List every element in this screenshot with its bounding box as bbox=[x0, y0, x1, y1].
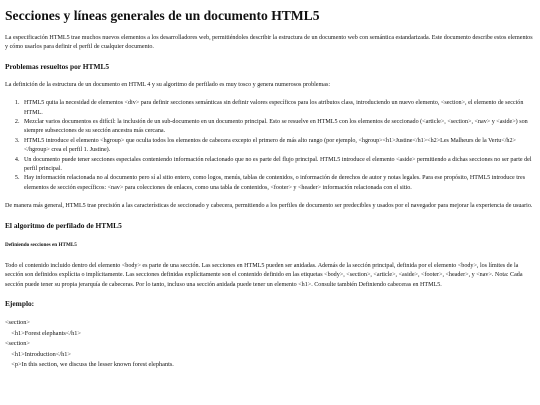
problems-outro: De manera más general, HTML5 trae precisión a las características de seccionado y cabecera, permitiendo a los perfiles de documento ser predecibles y usados por el navegador para mejorar la experiencia de usuario. bbox=[5, 203, 533, 210]
code-line: <section> bbox=[5, 318, 30, 326]
problems-list-item: 1. HTML5 quita la necesidad de elementos <div> para definir secciones semánticas sin definir valores específicos para los atributos class, introduciendo un nuevo elemento, <section>, el elemento de sección HTML. bbox=[21, 99, 534, 118]
problems-list-item: 2. Mezclar varios documentos es difícil: la inclusión de un sub-documento en un documento principal. Esto se resuelve en HTML5 con los elementos de seccionado (<article>, <section>, <nav> y <aside>) son siempre subsecciones de su sección ancestra más cercana. bbox=[21, 118, 534, 137]
code-line: <h1>Forest elephants</h1> bbox=[5, 329, 81, 337]
problems-heading: Problemas resueltos por HTML5 bbox=[5, 61, 110, 71]
code-line: <h1>Introduction</h1> bbox=[5, 350, 71, 358]
code-line: <p>In this section, we discuss the lesser known forest elephants. bbox=[5, 361, 174, 369]
algorithm-heading: El algoritmo de perfilado de HTML5 bbox=[5, 220, 122, 230]
problems-list bbox=[5, 99, 534, 193]
problems-list-item: 3. HTML5 introduce el elemento <hgroup> que oculta todos los elementos de cabecera excepto el primero de más alto rango (por ejemplo, <hgroup><h1>Justine</h1><h2>Les Malheurs de la Vertu</h2></hgroup> crea el perfil 1. Justine). bbox=[21, 137, 534, 156]
defining-sections-text: Todo el contenido incluido dentro del elemento <body> es parte de una sección. Las secciones en HTML5 pueden ser anidadas. Además de la sección principal, definida por el elemento <body>, los límites de la sección son definidos explícita o implícitamente. Las secciones definidas explícitamente son el contenido definido en las etiquetas <body>, <section>, <article>, <aside>, <footer>, <header>, y <nav>. Nota: Cada sección puede tener su propia jerarquía de cabeceras. Por lo tanto, incluso una sección anidada puede tener un elemento <h1>. Consulte también Definiendo cabeceras en HTML5. bbox=[5, 262, 523, 288]
problems-list-item: 5. Hay información relacionada no al documento pero sí al sitio entero, como logos, menús, tablas de contenidos, o información de derechos de autor y notas legales. Para ese propósito, HTML5 introduce tres elementos de sección específicos: <nav> para colecciones de enlaces, como una tabla de contenidos, <footer> y <header> información relacionada con el sitio. bbox=[21, 174, 534, 193]
intro-paragraph: La especificación HTML5 trae muchos nuevos elementos a los desarrolladores web, permitiéndoles describir la estructura de un documento web con semántica estandarizada. Este documento describe estos elementos y cómo usarlos para definir el perfil de cualquier documento. bbox=[5, 35, 533, 51]
page-title: Secciones y líneas generales de un documento HTML5 bbox=[5, 8, 320, 23]
defining-sections-heading: Definiendo secciones en HTML5 bbox=[5, 241, 77, 248]
problems-list-item: 4. Un documento puede tener secciones especiales conteniendo información relacionado que no es parte del flujo principal. HTML5 introduce el elemento <aside> permitiendo a dichas secciones no ser parte del perfil principal. bbox=[21, 156, 534, 175]
code-example bbox=[5, 318, 534, 371]
example-heading: Ejemplo: bbox=[5, 298, 35, 308]
problems-intro: La definición de la estructura de un documento en HTML 4 y su algoritmo de perfilado es muy tosco y genera numerosos problemas: bbox=[5, 81, 331, 88]
code-line: <section> bbox=[5, 340, 30, 348]
